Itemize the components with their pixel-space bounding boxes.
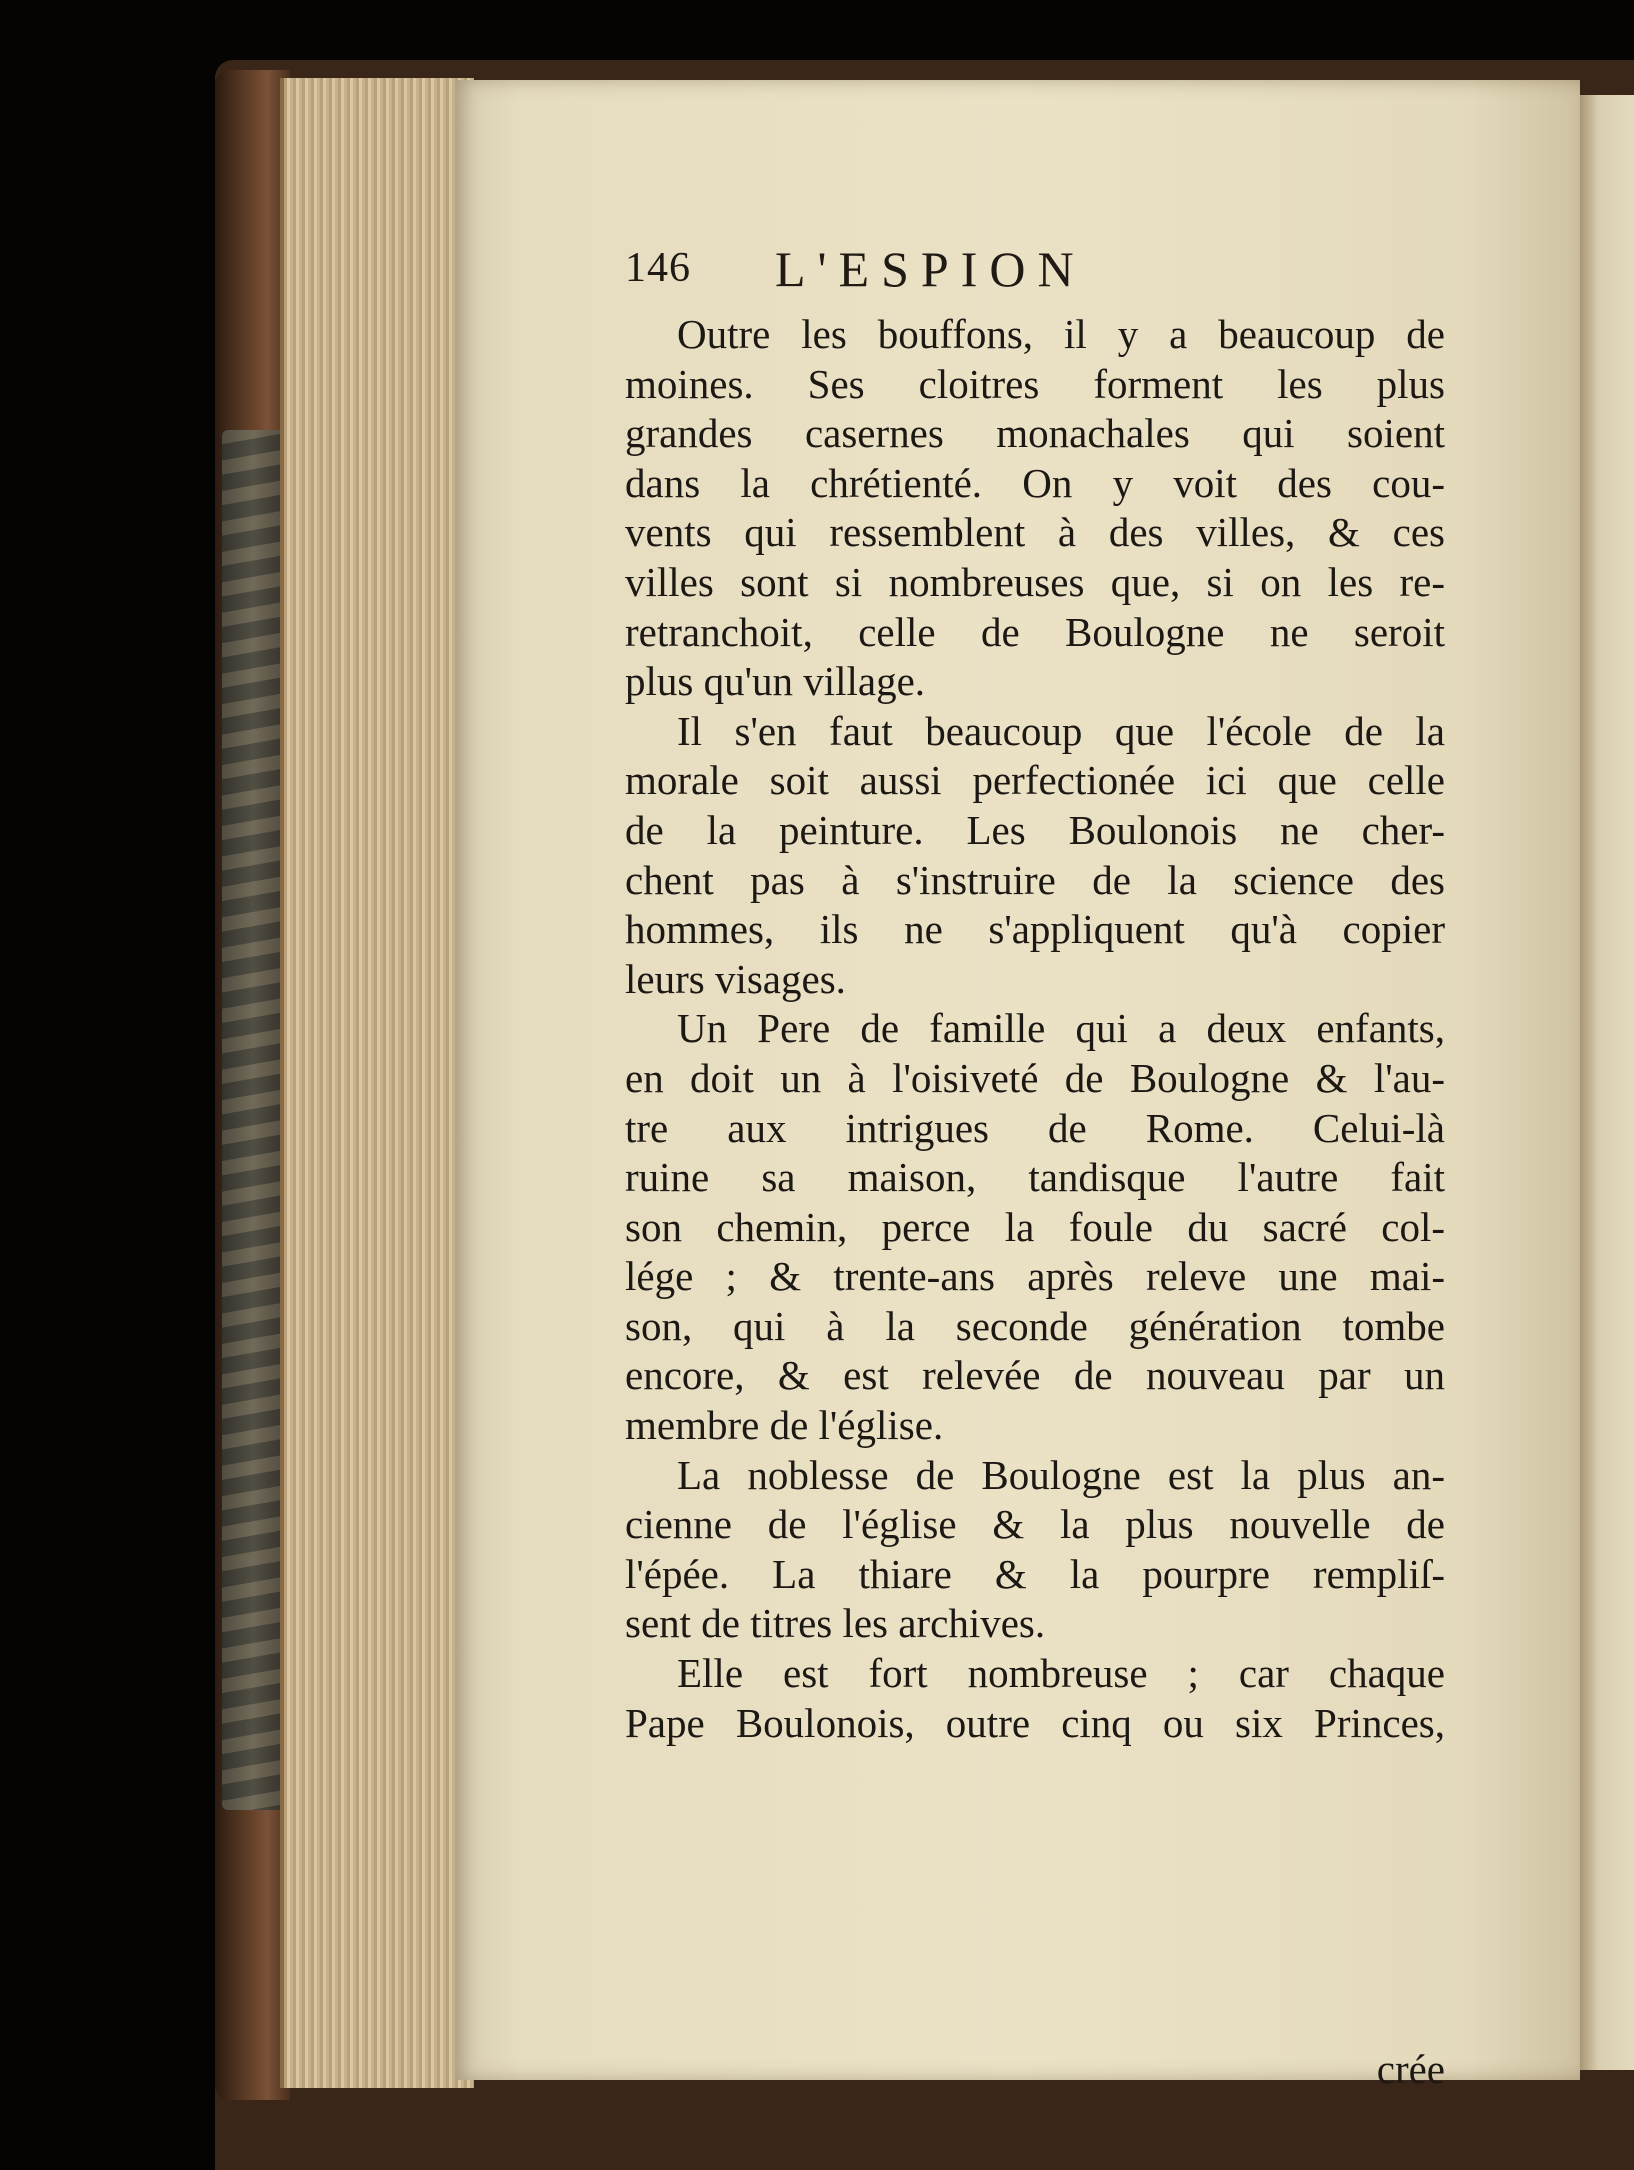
text-line: son chemin, perce la foule du sacré col-	[625, 1203, 1445, 1250]
text-line: Il s'en faut beaucoup que l'école de la	[677, 707, 1445, 754]
text-line: hommes, ils ne s'appliquent qu'à copier	[625, 906, 1445, 953]
text-line: l'épée. La thiare & la pourpre rempliſ-	[625, 1550, 1445, 1597]
text-line: chent pas à s'instruire de la science des	[625, 856, 1445, 903]
body-text	[625, 310, 1445, 1748]
text-line: ruine sa maison, tandisque l'autre fait	[625, 1154, 1445, 1201]
text-line: Un Pere de famille qui a deux enfants,	[677, 1005, 1445, 1052]
text-line: moines. Ses cloitres forment les plus	[625, 360, 1445, 407]
text-line: Elle est fort nombreuse ; car chaque	[677, 1650, 1445, 1697]
running-title: L'ESPION	[775, 241, 1086, 297]
text-line: encore, & est relevée de nouveau par un	[625, 1352, 1445, 1399]
text-line: tre aux intrigues de Rome. Celui-là	[625, 1104, 1445, 1151]
text-line: sent de titres les archives.	[625, 1600, 1046, 1647]
text-line: plus qu'un village.	[625, 658, 926, 705]
text-line: vents qui ressemblent à des villes, & ces	[625, 509, 1445, 556]
text-line: Pape Boulonois, outre cinq ou six Princes,	[625, 1699, 1445, 1746]
text-line: lége ; & trente-ans après releve une mai-	[625, 1253, 1445, 1300]
text-line: cienne de l'église & la plus nouvelle de	[625, 1501, 1445, 1548]
text-line: grandes casernes monachales qui soient	[625, 410, 1445, 457]
text-line: son, qui à la seconde génération tombe	[625, 1302, 1445, 1349]
text-line: dans la chrétienté. On y voit des cou-	[625, 459, 1445, 506]
text-line: membre de l'église.	[625, 1402, 944, 1449]
text-line: villes sont si nombreuses que, si on les re-	[625, 558, 1445, 605]
text-line: Outre les bouffons, il y a beaucoup de	[677, 311, 1445, 357]
page-number: 146	[625, 245, 691, 291]
catchword: crée	[1376, 2046, 1445, 2092]
marbled-cover	[222, 430, 284, 1810]
text-line: en doit un à l'oisiveté de Boulogne & l'au-	[625, 1054, 1445, 1101]
text-line: La noblesse de Boulogne est la plus an-	[677, 1451, 1445, 1498]
catchword-row	[625, 2045, 1445, 2095]
page-header	[625, 240, 1425, 310]
text-line: de la peinture. Les Boulonois ne cher-	[625, 806, 1445, 853]
text-line: retranchoit, celle de Boulogne ne seroit	[625, 608, 1445, 655]
page-edges	[280, 78, 474, 2088]
text-line: leurs visages.	[625, 955, 846, 1002]
text-line: morale soit aussi perfectionée ici que celle	[625, 757, 1445, 804]
